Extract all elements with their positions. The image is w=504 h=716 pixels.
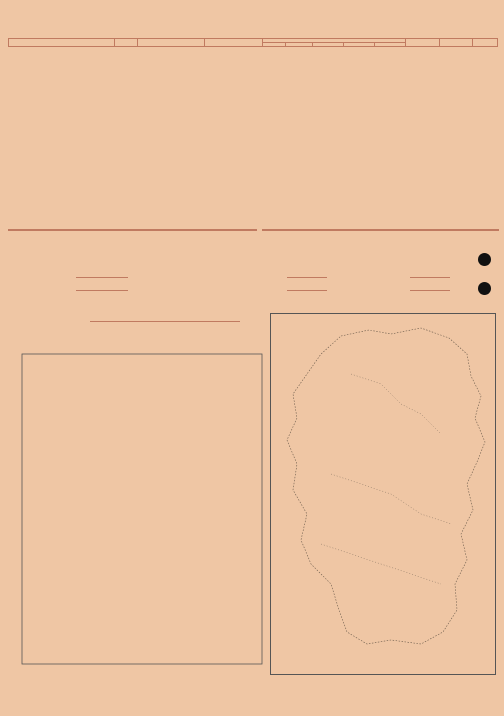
moonrise-date [76, 290, 128, 291]
longterm-value [90, 321, 240, 322]
punch-hole [478, 282, 491, 295]
col-tmin-air [343, 43, 374, 47]
col-tmax [285, 43, 312, 47]
soil-title [263, 230, 327, 231]
col-weather [137, 39, 204, 47]
col-tmean [312, 43, 343, 47]
col-precip [439, 39, 472, 47]
soil-col-50 [413, 230, 456, 231]
col-station [9, 39, 115, 47]
pressure-col-mb [201, 230, 257, 231]
col-wind [204, 39, 262, 47]
moonrise-time [287, 290, 327, 291]
col-height [115, 39, 138, 47]
soil-temperature-table [262, 229, 499, 231]
sunshine-map [270, 313, 496, 675]
col-t7 [262, 43, 285, 47]
pressure-table [8, 229, 257, 231]
moonset-time [410, 290, 450, 291]
pressure-col-measured [93, 230, 145, 231]
soil-col-20 [370, 230, 413, 231]
col-snow [472, 39, 497, 47]
sunset-time [410, 277, 450, 278]
pressure-col-mm [145, 230, 201, 231]
pressure-title [9, 230, 71, 231]
atmo-sounding-chart [8, 352, 266, 676]
soil-col-100 [456, 230, 499, 231]
col-sun [406, 39, 439, 47]
col-tmin-ground [375, 43, 406, 47]
sunrise-time [287, 277, 327, 278]
soil-col-5 [327, 230, 370, 231]
punch-hole [478, 253, 491, 266]
sunrise-date [76, 277, 128, 278]
station-table [8, 38, 498, 47]
map-outline [271, 314, 497, 676]
